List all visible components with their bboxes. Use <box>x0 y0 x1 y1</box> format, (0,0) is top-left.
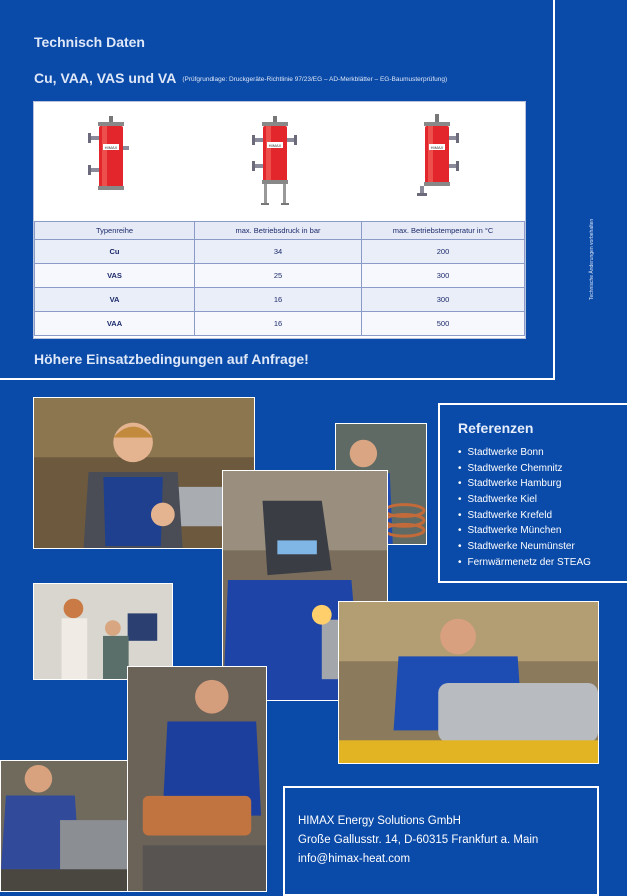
list-item: • Stadtwerke Kiel <box>458 492 591 508</box>
heat-exchanger-cu-image <box>86 116 136 198</box>
series-title: Cu, VAA, VAS und VA <box>34 70 177 86</box>
type-cell: VAA <box>35 312 195 336</box>
higher-conditions-note: Höhere Einsatzbedingungen auf Anfrage! <box>34 351 309 367</box>
table-row <box>35 264 525 288</box>
list-item: • Stadtwerke Hamburg <box>458 476 591 492</box>
type-cell: VA <box>35 288 195 312</box>
table-row <box>35 240 525 264</box>
references-title: Referenzen <box>458 420 534 436</box>
company-name: HIMAX Energy Solutions GmbH <box>298 815 461 827</box>
list-item: • Fernwärmenetz der STEAG <box>458 555 591 571</box>
list-item: • Stadtwerke Bonn <box>458 445 591 461</box>
table-row <box>35 312 525 336</box>
company-email[interactable]: info@himax-heat.com <box>298 853 411 865</box>
references-list <box>458 445 591 571</box>
vertical-disclaimer: Technische Änderungen vorbehalten <box>589 218 595 300</box>
column-header: max. Betriebsdruck in bar <box>195 222 362 240</box>
temperature-cell: 500 <box>362 312 525 336</box>
contact-block <box>298 812 538 869</box>
column-header: max. Betriebstemperatur in °C <box>362 222 525 240</box>
spec-table <box>34 221 525 336</box>
heat-exchanger-va-image <box>412 114 462 199</box>
workshop-photo-assembly <box>0 760 128 892</box>
pressure-cell: 16 <box>195 288 362 312</box>
tank-brand-label: HIMAX <box>104 145 118 150</box>
series-heading <box>34 70 447 86</box>
list-item: • Stadtwerke Chemnitz <box>458 461 591 477</box>
workshop-photo-copper-coil <box>127 666 267 892</box>
temperature-cell: 200 <box>362 240 525 264</box>
technical-data-heading: Technisch Daten <box>34 34 145 50</box>
tank-brand-label: HIMAX <box>268 143 282 148</box>
table-header-row <box>35 222 525 240</box>
temperature-cell: 300 <box>362 288 525 312</box>
table-row <box>35 288 525 312</box>
test-basis-note: (Prüfgrundlage: Druckgeräte-Richtlinie 97/23/EG – AD-Merkblätter – EG-Baumusterprüfung) <box>182 76 448 83</box>
workshop-photo-cylinder <box>338 601 599 764</box>
pressure-cell: 16 <box>195 312 362 336</box>
temperature-cell: 300 <box>362 264 525 288</box>
company-address: Große Gallusstr. 14, D-60315 Frankfurt a. Main <box>298 834 539 846</box>
heat-exchanger-vas-image <box>250 116 300 211</box>
type-cell: Cu <box>35 240 195 264</box>
pressure-cell: 34 <box>195 240 362 264</box>
type-cell: VAS <box>35 264 195 288</box>
pressure-cell: 25 <box>195 264 362 288</box>
list-item: • Stadtwerke München <box>458 523 591 539</box>
spec-table-box <box>33 101 526 339</box>
tank-brand-label: HIMAX <box>430 145 444 150</box>
column-header: Typenreihe <box>35 222 195 240</box>
list-item: • Stadtwerke Neumünster <box>458 539 591 555</box>
list-item: • Stadtwerke Krefeld <box>458 508 591 524</box>
